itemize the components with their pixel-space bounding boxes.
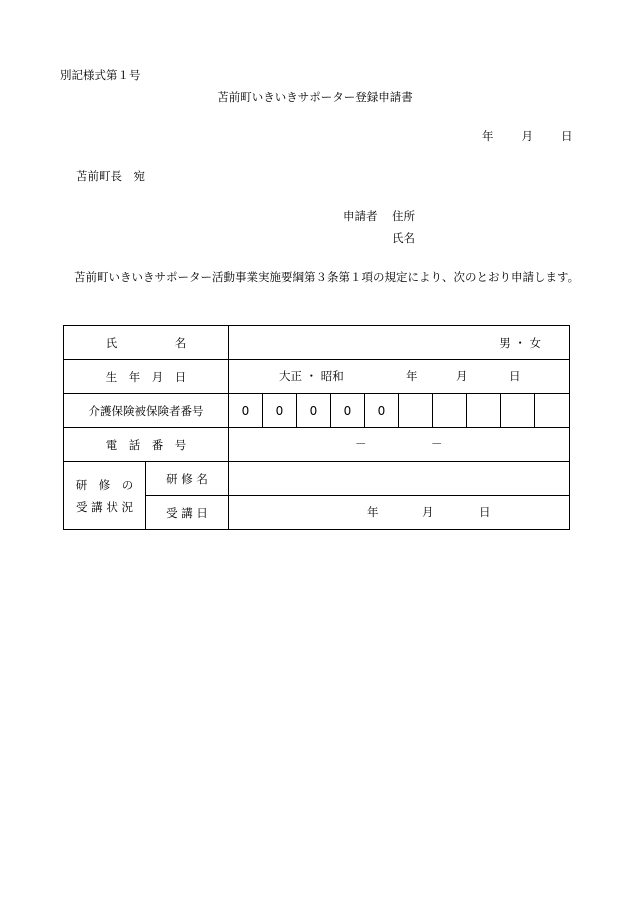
applicant-label: 申請者 [343, 209, 378, 223]
applicant-name-label: 氏名 [392, 231, 415, 245]
attendance-year: 年 [367, 505, 379, 519]
phone-label: 電 話 番 号 [64, 428, 229, 462]
insured-digit-1[interactable]: 0 [229, 394, 263, 428]
insured-digit-6[interactable] [399, 394, 433, 428]
birth-row [64, 360, 570, 394]
applicant-address-label: 住所 [392, 209, 415, 223]
gender-options: 男 ・ 女 [499, 335, 542, 350]
date-month: 月 [521, 129, 533, 143]
phone-dash-1: － [355, 437, 367, 451]
birth-label: 生 年 月 日 [64, 360, 229, 394]
training-name-field[interactable] [229, 462, 570, 496]
addressee: 苫前町長 宛 [76, 169, 145, 183]
date-year: 年 [482, 129, 494, 143]
insured-number-row [64, 394, 570, 428]
birth-day: 日 [509, 369, 521, 383]
insured-digit-9[interactable] [501, 394, 535, 428]
insured-digit-7[interactable] [433, 394, 467, 428]
insured-digit-8[interactable] [467, 394, 501, 428]
gender-field[interactable] [229, 326, 570, 360]
training-status-line-2: 受 講 状 況 [76, 499, 133, 514]
document-title: 苫前町いきいきサポーター登録申請書 [217, 90, 413, 104]
insured-number-label: 介護保険被保険者番号 [64, 394, 229, 428]
phone-field[interactable] [229, 428, 570, 462]
body-text: 苫前町いきいきサポーター活動事業実施要綱第３条第１項の規定により、次のとおり申請します。 [74, 270, 580, 284]
date-day: 日 [561, 129, 573, 143]
name-row [64, 326, 570, 360]
birth-era: 大正 ・ 昭和 [279, 369, 344, 383]
training-name-row [64, 462, 570, 496]
name-label: 氏 名 [64, 326, 229, 360]
insured-digit-2[interactable]: 0 [263, 394, 297, 428]
birth-date-field[interactable] [229, 360, 570, 394]
date-line [482, 128, 573, 144]
birth-year: 年 [406, 369, 418, 383]
birth-month: 月 [456, 369, 468, 383]
application-form-table [63, 325, 570, 530]
insured-digit-4[interactable]: 0 [331, 394, 365, 428]
phone-dash-2: － [431, 437, 443, 451]
insured-digit-5[interactable]: 0 [365, 394, 399, 428]
insured-digit-10[interactable] [535, 394, 570, 428]
attendance-date-field[interactable] [229, 496, 570, 530]
training-name-label: 研 修 名 [146, 462, 229, 496]
phone-row [64, 428, 570, 462]
training-status-line-1: 研 修 の [75, 477, 134, 492]
insured-digit-3[interactable]: 0 [297, 394, 331, 428]
attendance-label: 受 講 日 [146, 496, 229, 530]
form-number: 別記様式第１号 [60, 68, 141, 82]
attendance-day: 日 [479, 505, 491, 519]
training-status-label [64, 462, 146, 530]
attendance-month: 月 [422, 505, 434, 519]
